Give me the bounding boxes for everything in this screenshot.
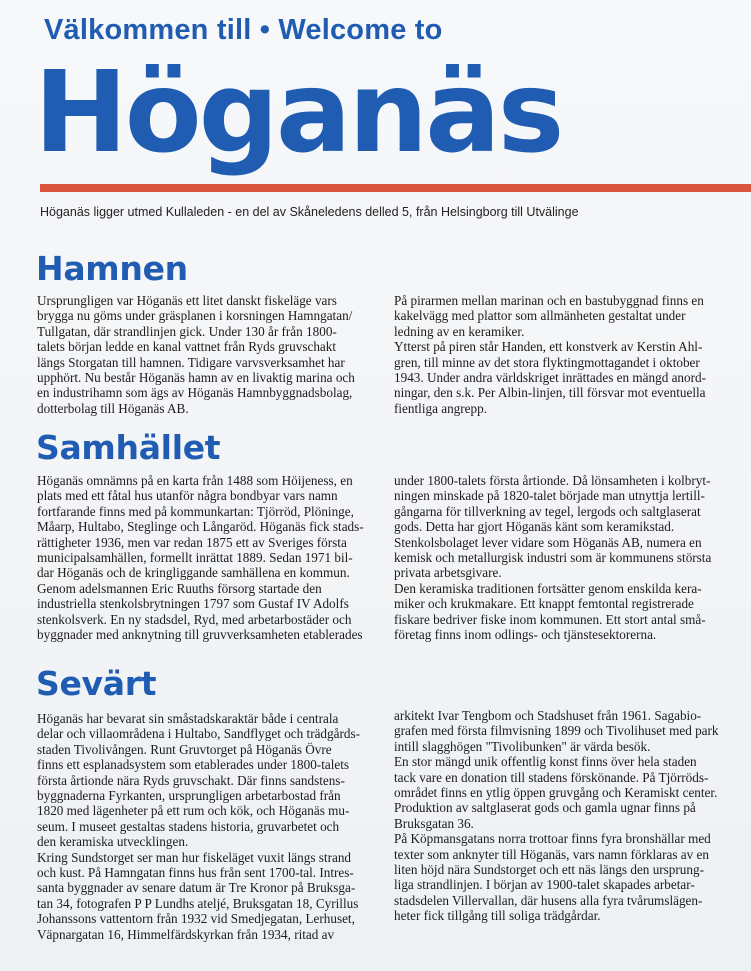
section-text-samhallet-right: under 1800-talets första årtionde. Då lönsamheten i kolbryt- ningen minskade på 1820-talet började man utnyttja lertill- gångarna för tillverkning av tegel, lergods och saltglaserat gods. Detta har gjort Höganäs känt som keramikstad. Stenkolsbolaget lever vidare som Höganäs AB, numera en kemisk och metallurgisk industri som är kommunens största privata arbetsgivare. Den keramiska traditionen fortsätter genom enskilda kera- miker och krukmakare. Ett knappt femtontal registrerade fiskare bedriver fiske inom kommunen. Ett stort antal små- företag finns inom odlings- och tjänstesektorerna. bbox=[394, 473, 712, 643]
section-heading-sevart: Sevärt bbox=[36, 664, 157, 703]
page-title: Höganäs bbox=[34, 48, 562, 178]
section-text-hamnen-left: Ursprungligen var Höganäs ett litet danskt fiskeläge vars brygga nu göms under gräsplanen i korsningen Hamngatan/ Tullgatan, där strandlinjen gick. Under 130 år från 1800- talets början ledde en kanal vattnet från Ryds gruvschakt längs Storgatan till hamnen. Tidigare varvsverksamhet har upphört. Nu består Höganäs hamn av en livaktig marina och en industrihamn som ägs av Höganäs Hamnbyggnadsbolag, dotterbolag till Höganäs AB. bbox=[37, 293, 355, 416]
section-text-hamnen-right: På pirarmen mellan marinan och en bastubyggnad finns en kakelvägg med plattor som allmänheten gestaltat under ledning av en keramiker. Ytterst på piren står Handen, ett konstverk av Kerstin Ahl- gren, till minne av det stora flyktingmottagandet i oktober 1943. Under andra världskriget inrättades en mängd anord- ningar, den s.k. Per Albin-linjen, till försvar mot eventuella fientliga angrepp. bbox=[394, 293, 706, 416]
section-text-sevart-right: arkitekt Ivar Tengbom och Stadshuset från 1961. Sagabio- grafen med första filmvisning 1899 och Tivolihuset med park intill slagghögen "Tivolibunken" är värda besök. En stor mängd unik offentlig konst finns över hela staden tack vare en donation till stadens förskönande. På Tjörröds- området finns en ytlig öppen gruvgång och Keramiskt center. Produktion av saltglaserat gods och gamla ugnar finns på Bruksgatan 36. På Köpmansgatans norra trottoar finns fyra bronshällar med texter som anknyter till Höganäs, vars namn förklaras av en liten höjd nära Sundstorget och ett näs längs den ursprung- liga strandlinjen. I början av 1900-talet skapades arbetar- stadsdelen Villervallan, där husens alla fyra tvårumslägen- heter fick tillgång till soliga trädgårdar. bbox=[394, 708, 719, 924]
welcome-line: Välkommen till • Welcome to bbox=[44, 14, 443, 46]
section-text-samhallet-left: Höganäs omnämns på en karta från 1488 som Höijeness, en plats med ett fåtal hus utanför några bondbyar vars namn fortfarande finns med på kommunkartan: Tjörröd, Plöninge, Måarp, Hultabo, Steglinge och Långaröd. Höganäs fick stads- rättigheter 1936, men var redan 1875 ett av Sveriges första municipalsamhällen, formellt inrättat 1889. Sedan 1971 bil- dar Höganäs och de kringliggande samhällena en kommun. Genom adelsmannen Eric Ruuths försorg startade den industriella stenkolsbrytningen 1797 som Gustaf IV Adolfs stenkolsverk. En ny stadsdel, Ryd, med arbetarbostäder och byggnader med anknytning till gruvverksamheten etablerades bbox=[37, 473, 364, 643]
tagline: Höganäs ligger utmed Kullaleden - en del av Skåneledens delled 5, från Helsingborg till Utvälinge bbox=[40, 205, 579, 219]
section-heading-samhallet: Samhället bbox=[36, 428, 221, 467]
title-underline-rule bbox=[40, 184, 751, 192]
section-text-sevart-left: Höganäs har bevarat sin småstadskaraktär både i centrala delar och villaområdena i Hultabo, Sandflyget och trädgårds- staden Tivolivången. Runt Gruvtorget på Höganäs Övre finns ett esplanadsystem som etablerades under 1800-talets första årtionde nära Ryds gruvschakt. Där finns sandstens- byggnaderna Fyrkanten, ursprungligen arbetarbostad från 1820 med lägenheter på ett rum och kök, och Höganäs mu- seum. I museet gestaltas stadens historia, gruvarbetet och den keramiska utvecklingen. Kring Sundstorget ser man hur fiskeläget vuxit längs strand och kust. På Hamngatan finns hus från sent 1700-tal. Intres- santa byggnader av senare datum är Tre Kronor på Bruksga- tan 34, fotografen P P Lundhs ateljé, Bruksgatan 18, Cyrillus Johanssons vattentorn från 1932 vid Smedjegatan, Lerhuset, Väpnargatan 16, Himmelfärdskyrkan från 1934, ritad av bbox=[37, 711, 360, 942]
section-heading-hamnen: Hamnen bbox=[36, 249, 188, 288]
